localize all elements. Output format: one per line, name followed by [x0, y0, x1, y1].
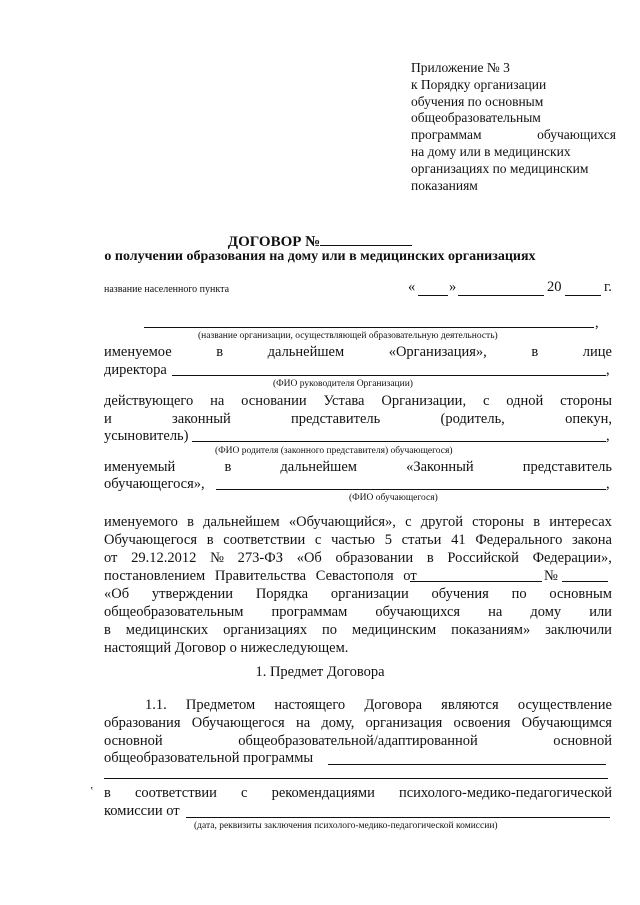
preamble-line — [104, 586, 612, 603]
program-blank — [328, 764, 606, 765]
word: действующего — [104, 393, 194, 409]
word: законный — [172, 411, 231, 427]
contract-title — [0, 231, 640, 251]
appendix-line: показаниям — [411, 177, 478, 193]
word: от — [104, 550, 118, 566]
word: статьи — [401, 532, 442, 548]
word: или — [589, 604, 612, 620]
word: с — [405, 514, 412, 530]
word: основной — [104, 733, 163, 749]
program-blank-2 — [104, 778, 608, 779]
word: дальнейшем — [267, 344, 345, 360]
year-prefix: 20 — [547, 279, 562, 295]
word: «Организация», — [388, 344, 487, 360]
appendix-line: обучения по основным — [411, 93, 544, 109]
word: дому — [530, 604, 562, 620]
section-title: 1. Предмет Договора — [255, 664, 385, 680]
word: Обучающегося — [104, 532, 198, 548]
word: организация — [365, 715, 443, 731]
section-line: комиссии от — [104, 803, 180, 819]
preamble-line: постановлением Правительства Севастополя от — [104, 568, 417, 584]
organization-caption: (название организации, осуществляющей образовательную деятельность) — [198, 331, 498, 341]
word: именуемое — [104, 344, 172, 360]
word: лице — [582, 344, 612, 360]
student-label: обучающегося», — [104, 476, 205, 492]
word: с — [482, 393, 490, 409]
word: в — [224, 459, 232, 475]
word: представитель — [522, 459, 612, 475]
word: «Об — [104, 586, 130, 602]
word: настоящего — [274, 697, 346, 713]
word: в — [187, 514, 194, 530]
comma: , — [606, 476, 610, 492]
word: 41 — [451, 532, 466, 548]
word: психолого-медико-педагогической — [398, 785, 612, 801]
preamble-line — [104, 532, 612, 549]
director-label: директора — [104, 362, 167, 378]
section-line — [104, 733, 612, 750]
word: 273-ФЗ — [237, 550, 283, 566]
word: медицинским — [351, 622, 437, 638]
word: медицинских — [125, 622, 209, 638]
parent-caption: (ФИО родителя (законного представителя) обучающегося) — [215, 446, 453, 456]
word: Российской — [447, 550, 519, 566]
word: № — [210, 550, 224, 566]
word: программам — [271, 604, 348, 620]
appendix-line: к Порядку организации — [411, 76, 547, 92]
director-caption: (ФИО руководителя Организации) — [273, 379, 413, 389]
quote-open: « — [408, 279, 416, 295]
named-parent-line — [104, 459, 612, 476]
word: на — [488, 604, 503, 620]
word: дальнейшем — [280, 459, 357, 475]
word: являются — [441, 697, 499, 713]
place-label: название населенного пункта — [104, 284, 230, 295]
word: по — [511, 586, 527, 602]
quote-close: » — [449, 279, 457, 295]
word: в — [531, 344, 539, 360]
number-blank — [562, 581, 608, 582]
word: другой — [420, 514, 463, 530]
preamble-line — [104, 514, 612, 531]
word: соответствии — [134, 785, 217, 801]
word: одной — [506, 393, 544, 409]
year-suffix: г. — [604, 279, 612, 295]
section-line — [104, 785, 612, 802]
word: заключили — [545, 622, 612, 638]
preamble-line — [104, 550, 612, 567]
word: представитель — [291, 411, 381, 427]
day-blank — [418, 295, 448, 296]
contract-subtitle: о получении образования на дому или в медицинских организациях — [104, 249, 536, 264]
word: частью — [331, 532, 376, 548]
word: Организации, — [381, 393, 467, 409]
number-sign: № — [544, 568, 558, 584]
commission-caption: (дата, реквизиты заключения психолого-медико-педагогической комиссии) — [194, 821, 498, 831]
word: образования — [104, 715, 181, 731]
appendix-line: на дому или в медицинских — [411, 143, 571, 159]
acting-line — [104, 393, 612, 410]
word: основным — [549, 586, 612, 602]
section-line — [104, 715, 612, 732]
section-line: общеобразовательной программы — [104, 750, 314, 766]
word: общеобразовательной/адаптированной — [238, 733, 478, 749]
contract-number-blank — [320, 231, 412, 246]
word: организации — [330, 586, 409, 602]
word: в — [426, 550, 434, 566]
named-org-line — [104, 344, 612, 361]
word: дальнейшем — [203, 514, 280, 530]
word: «Обучающийся», — [288, 514, 396, 530]
word: в — [216, 344, 224, 360]
director-blank — [172, 375, 606, 376]
word: освоения — [453, 715, 511, 731]
word: в — [104, 785, 111, 801]
word: Федерации», — [532, 550, 612, 566]
appendix-line: организациях по медицинским — [411, 160, 589, 176]
word: закона — [572, 532, 612, 548]
word: Устава — [323, 393, 365, 409]
year-blank — [565, 295, 601, 296]
preamble-line — [104, 622, 612, 639]
word: на — [210, 393, 225, 409]
word: именуемый — [104, 459, 176, 475]
commission-blank — [186, 817, 610, 818]
word: 1.1. — [145, 697, 167, 713]
word: обучения — [431, 586, 489, 602]
word: именуемого — [104, 514, 178, 530]
word: на — [295, 715, 311, 731]
word: соответствии — [223, 532, 306, 548]
student-caption: (ФИО обучающегося) — [349, 493, 438, 503]
preamble-line: настоящий Договор о нижеследующем. — [104, 640, 349, 656]
word: Обучающимся — [521, 715, 612, 731]
word: и — [104, 411, 112, 427]
word: Договора — [364, 697, 423, 713]
word: в — [206, 532, 214, 548]
comma: , — [595, 315, 599, 331]
organization-blank — [144, 327, 594, 328]
word: Порядка — [255, 586, 309, 602]
preamble-line — [104, 604, 612, 621]
word: показаниям» — [451, 622, 531, 638]
parent-blank — [192, 441, 606, 442]
appendix-block — [411, 60, 616, 194]
appendix-word: обучающихся — [537, 127, 616, 143]
word: организациях — [223, 622, 308, 638]
word: основной — [553, 733, 612, 749]
word: опекун, — [565, 411, 612, 427]
word: Федерального — [475, 532, 563, 548]
word: основании — [241, 393, 307, 409]
appendix-word: программам — [411, 127, 482, 143]
word: «Законный — [406, 459, 474, 475]
word: 29.12.2012 — [131, 550, 197, 566]
student-blank — [216, 489, 606, 490]
word: дому, — [321, 715, 355, 731]
stray-mark: ʽ — [90, 785, 94, 797]
word: осуществление — [517, 697, 612, 713]
word: с — [241, 785, 248, 801]
word: рекомендациями — [271, 785, 375, 801]
word: Обучающегося — [191, 715, 285, 731]
comma: , — [606, 428, 610, 444]
adopter-label: усыновитель) — [104, 428, 189, 444]
word: Предметом — [185, 697, 256, 713]
word: утверждении — [151, 586, 234, 602]
date-blank — [410, 581, 542, 582]
word: в — [104, 622, 111, 638]
word: по — [322, 622, 338, 638]
word: «Об — [296, 550, 322, 566]
comma: , — [606, 362, 610, 378]
contract-heading: ДОГОВОР № — [227, 234, 321, 250]
word: стороны — [472, 514, 525, 530]
word: в — [533, 514, 541, 530]
month-blank — [458, 295, 544, 296]
word: образовании — [335, 550, 414, 566]
section-line — [145, 697, 612, 714]
word: с — [314, 532, 322, 548]
word: интересах — [549, 514, 612, 530]
appendix-line — [411, 127, 616, 144]
word: 5 — [384, 532, 392, 548]
appendix-line: Приложение № 3 — [411, 60, 510, 75]
word: стороны — [560, 393, 612, 409]
word: (родитель, — [440, 411, 505, 427]
word: обучающихся — [375, 604, 461, 620]
representative-line — [104, 411, 612, 428]
appendix-line: общеобразовательным — [411, 110, 541, 126]
word: общеобразовательным — [104, 604, 244, 620]
